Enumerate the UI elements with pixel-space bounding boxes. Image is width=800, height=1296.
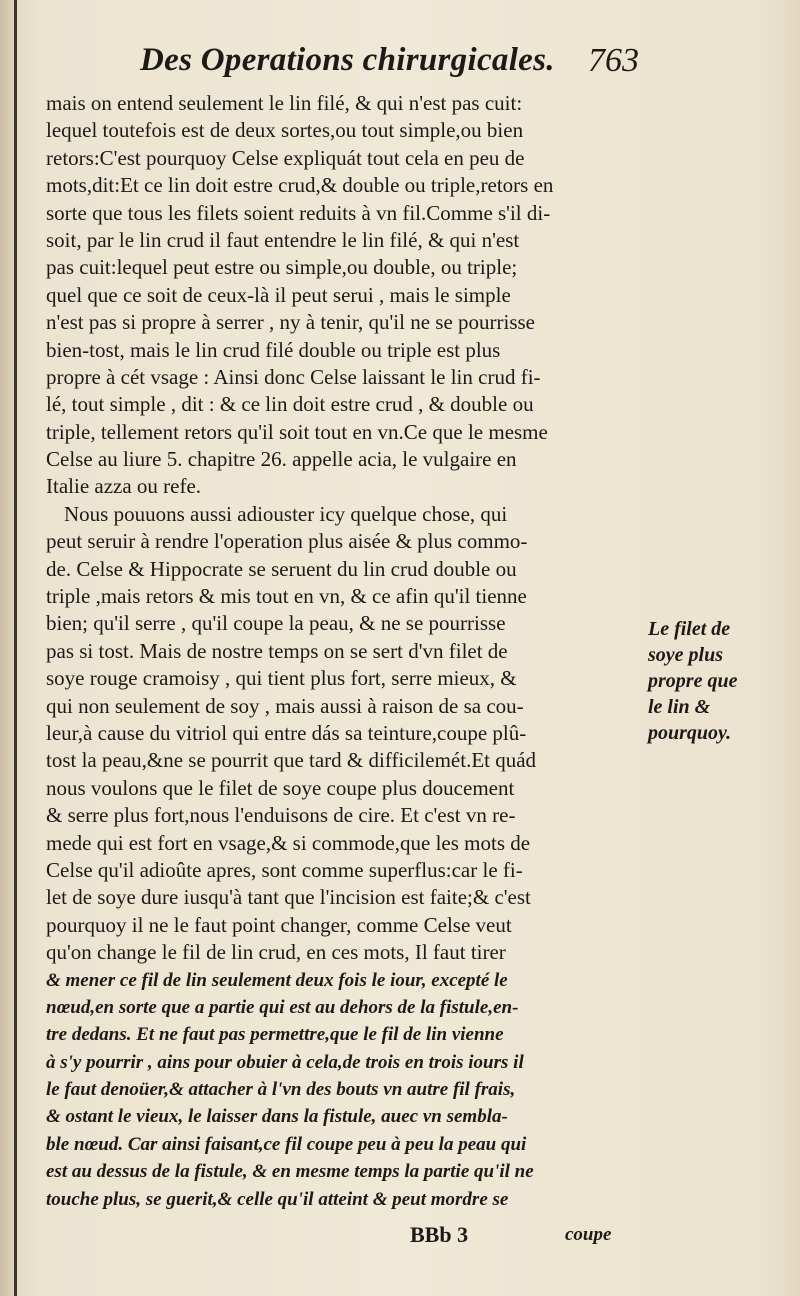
running-title: Des Operations chirurgicales. xyxy=(140,42,555,78)
marginal-note-line: propre que xyxy=(648,670,738,692)
text-line-italic: à s'y pourrir , ains pour obuier à cela,de trois en trois iours il xyxy=(46,1051,524,1073)
text-line: pourquoy il ne le faut point changer, comme Celse veut xyxy=(46,912,512,937)
text-line: qui non seulement de soy , mais aussi à raison de sa cou- xyxy=(46,693,524,718)
text-line: quel que ce soit de ceux-là il peut serui , mais le simple xyxy=(46,282,511,307)
text-line: mede qui est fort en vsage,& si commode,que les mots de xyxy=(46,830,531,855)
text-line: mots,dit:Et ce lin doit estre crud,& double ou triple,retors en xyxy=(46,173,554,198)
text-line: Celse qu'il adioûte apres, sont comme superflus:car le fi- xyxy=(46,857,523,882)
catchword: coupe xyxy=(565,1224,612,1245)
text-line: de. Celse & Hippocrate se seruent du lin crud double ou xyxy=(46,556,517,581)
text-line-italic: & mener ce fil de lin seulement deux fois le iour, excepté le xyxy=(46,969,508,991)
text-line: Celse au liure 5. chapitre 26. appelle acia, le vulgaire en xyxy=(46,447,517,472)
text-line-italic: nœud,en sorte que a partie qui est au dehors de la fistule,en- xyxy=(46,996,519,1018)
page-header xyxy=(140,42,660,92)
text-line: mais on entend seulement le lin filé, & qui n'est pas cuit: xyxy=(46,91,523,115)
text-line: pas si tost. Mais de nostre temps on se sert d'vn filet de xyxy=(46,638,508,663)
text-line: Italie azza ou refe. xyxy=(46,474,202,499)
marginal-note xyxy=(648,616,788,746)
marginal-note-line: le lin & xyxy=(648,696,711,718)
text-line-italic: le faut denoüer,& attacher à l'vn des bouts vn autre fil frais, xyxy=(46,1079,516,1101)
text-line: propre à cét vsage : Ainsi donc Celse laissant le lin crud fi- xyxy=(46,364,541,389)
text-line-italic: est au dessus de la fistule, & en mesme temps la partie qu'il ne xyxy=(46,1161,534,1183)
binding-edge xyxy=(14,0,17,1296)
text-line-italic: ble nœud. Car ainsi faisant,ce fil coupe peu à peu la peau qui xyxy=(46,1133,527,1155)
text-line: bien-tost, mais le lin crud filé double ou triple est plus xyxy=(46,337,501,362)
text-line-italic: & ostant le vieux, le laisser dans la fistule, auec vn sembla- xyxy=(46,1106,508,1128)
text-line-italic: tre dedans. Et ne faut pas permettre,que le fil de lin vienne xyxy=(46,1024,504,1046)
text-line: sorte que tous les filets soient reduits à vn fil.Comme s'il di- xyxy=(46,200,551,225)
page-number: 763 xyxy=(588,42,639,79)
text-line-italic: touche plus, se guerit,& celle qu'il atteint & peut mordre se xyxy=(46,1188,509,1210)
text-line: nous voulons que le filet de soye coupe plus doucement xyxy=(46,775,515,800)
text-line: Nous pouuons aussi adiouster icy quelque chose, qui xyxy=(64,501,508,526)
text-line: triple ,mais retors & mis tout en vn, & ce afin qu'il tienne xyxy=(46,584,527,609)
text-line: qu'on change le fil de lin crud, en ces mots, Il faut tirer xyxy=(46,940,506,965)
marginal-note-line: pourquoy. xyxy=(648,722,732,744)
main-text-block xyxy=(46,90,656,1213)
text-line: pas cuit:lequel peut estre ou simple,ou double, ou triple; xyxy=(46,255,518,280)
text-line: lé, tout simple , dit : & ce lin doit estre crud , & double ou xyxy=(46,392,534,417)
text-line: retors:C'est pourquoy Celse expliquát tout cela en peu de xyxy=(46,145,525,170)
text-line: bien; qu'il serre , qu'il coupe la peau, & ne se pourrisse xyxy=(46,611,506,636)
marginal-note-line: soye plus xyxy=(648,644,723,666)
text-line: lequel toutefois est de deux sortes,ou tout simple,ou bien xyxy=(46,118,524,143)
text-line: peut seruir à rendre l'operation plus aisée & plus commo- xyxy=(46,529,528,554)
marginal-note-line: Le filet de xyxy=(648,618,731,640)
page-footer xyxy=(400,1222,660,1262)
text-line: soit, par le lin crud il faut entendre le lin filé, & qui n'est xyxy=(46,227,520,252)
text-line: let de soye dure iusqu'à tant que l'incision est faite;& c'est xyxy=(46,885,531,910)
text-line: tost la peau,&ne se pourrit que tard & difficilemét.Et quád xyxy=(46,748,537,773)
text-line: triple, tellement retors qu'il soit tout en vn.Ce que le mesme xyxy=(46,419,548,444)
signature-mark: BBb 3 xyxy=(410,1222,469,1247)
text-line: soye rouge cramoisy , qui tient plus fort, serre mieux, & xyxy=(46,666,517,691)
text-line: leur,à cause du vitriol qui entre dás sa teinture,coupe plû- xyxy=(46,720,527,745)
text-line: n'est pas si propre à serrer , ny à tenir, qu'il ne se pourrisse xyxy=(46,310,535,335)
text-line: & serre plus fort,nous l'enduisons de cire. Et c'est vn re- xyxy=(46,803,516,828)
